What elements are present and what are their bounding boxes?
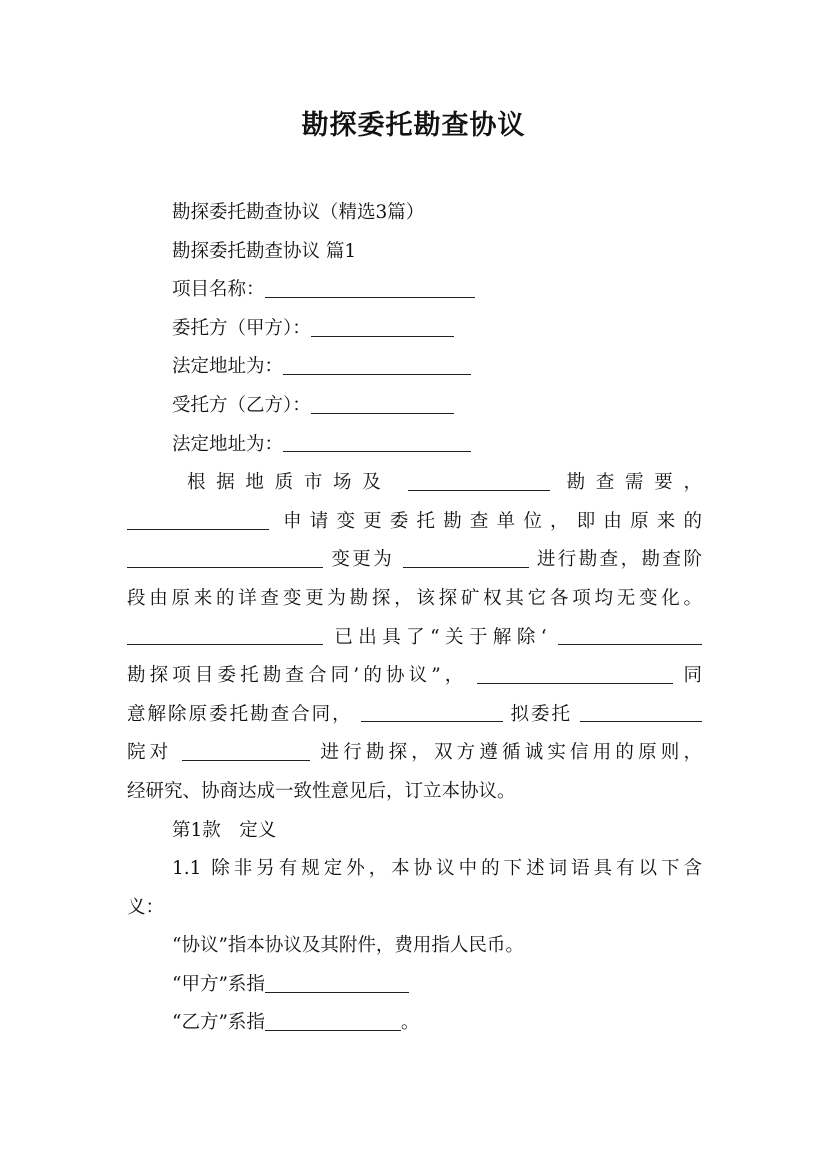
text: 进行勘查，勘查阶 [536, 549, 702, 571]
text: 已出具了“关于解除‘ [334, 626, 547, 648]
blank [477, 664, 673, 684]
field-contractor-party-b [127, 387, 702, 426]
text: 同 [683, 665, 702, 687]
section-heading [127, 812, 702, 851]
blank [408, 471, 550, 491]
text: 段由原来的详查变更为勘探，该探矿权其它各项均无变化。 [127, 587, 702, 609]
paragraph-line [127, 657, 702, 696]
blank [127, 549, 323, 569]
paragraph-line [127, 541, 702, 580]
field-client-party-a [127, 310, 702, 349]
text: 勘查需要， [566, 472, 702, 494]
blank [403, 549, 529, 569]
blank [265, 1012, 401, 1032]
blank [127, 510, 269, 530]
field-label: 项目名称： [172, 279, 265, 301]
blank-project-name [265, 278, 475, 298]
field-project-name [127, 271, 702, 310]
text: 院对 [127, 742, 173, 764]
field-label: 法定地址为： [172, 356, 284, 378]
definition-party-a [127, 966, 702, 1005]
blank-party-a-address [283, 356, 471, 376]
text: 勘探项目委托勘查合同’的协议”， [127, 665, 468, 687]
blank-party-b-address [283, 433, 471, 453]
text: 义： [127, 896, 165, 918]
paragraph-line [127, 619, 702, 658]
blank-party-a [311, 317, 454, 337]
text: 申请变更委托勘查单位，即由原来的 [283, 510, 702, 532]
text: 拟委托 [510, 703, 573, 725]
document-title: 勘探委托勘查协议 [301, 110, 526, 141]
field-label: 受托方（乙方）： [172, 394, 311, 416]
text: 勘探委托勘查协议（精选3篇） [172, 202, 425, 223]
paragraph-line [127, 464, 702, 503]
paragraph-line [127, 696, 702, 735]
paragraph-line [127, 503, 702, 542]
text: 根据地质市场及 [187, 472, 392, 494]
paragraph-line [127, 850, 702, 889]
field-label: 委托方（甲方）： [172, 317, 311, 339]
blank [558, 626, 702, 646]
blank [580, 703, 702, 723]
text: 1.1 除非另有规定外，本协议中的下述词语具有以下含 [172, 858, 702, 880]
document-body [127, 194, 702, 1043]
text: 。 [400, 1012, 420, 1034]
paragraph-line [127, 889, 702, 928]
text: 第1款 定义 [172, 819, 277, 841]
definition-agreement [127, 927, 702, 966]
paragraph-line [127, 734, 702, 773]
text: 变更为 [331, 549, 395, 571]
field-label: 法定地址为： [172, 433, 284, 455]
blank [182, 742, 310, 762]
text: 进行勘探，双方遵循诚实信用的原则， [320, 742, 702, 764]
text: “协议”指本协议及其附件，费用指人民币。 [172, 935, 524, 957]
field-party-b-address [127, 426, 702, 465]
text: 经研究、协商达成一致性意见后，订立本协议。 [127, 780, 516, 802]
text: 勘探委托勘查协议 篇1 [172, 240, 357, 262]
blank [361, 703, 503, 723]
paragraph-line [127, 580, 702, 619]
text: “甲方”系指 [172, 973, 265, 995]
paragraph-subtitle [127, 194, 702, 233]
field-party-a-address [127, 348, 702, 387]
blank [127, 626, 323, 646]
text: 意解除原委托勘查合同， [127, 703, 353, 725]
blank-party-b [311, 394, 454, 414]
paragraph-line [127, 773, 702, 812]
definition-party-b [127, 1004, 702, 1043]
text: “乙方”系指 [172, 1012, 265, 1034]
blank [265, 973, 409, 993]
paragraph-part-heading [127, 233, 702, 272]
